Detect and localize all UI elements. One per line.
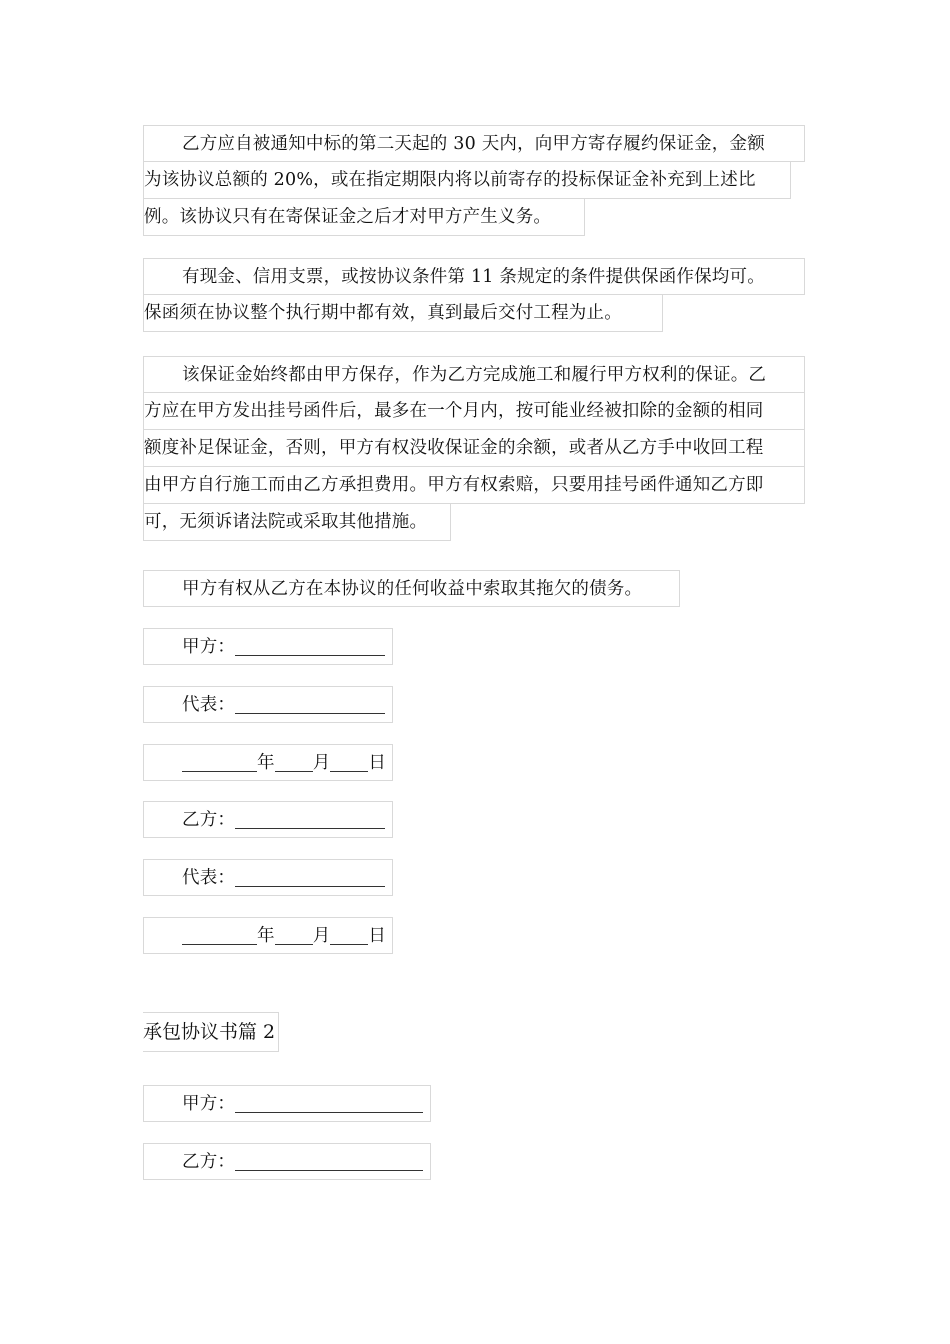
day-blank[interactable] <box>330 749 368 772</box>
para3-line4: 由甲方自行施工而由乙方承担费用。甲方有权索赔，只要用挂号函件通知乙方即 <box>143 467 805 504</box>
para4-line1: 甲方有权从乙方在本协议的任何收益中索取其拖欠的债务。 <box>143 570 680 607</box>
party-a-rep-signature: 代表： <box>143 686 393 723</box>
para3-line5: 可，无须诉诸法院或采取其他措施。 <box>143 504 451 541</box>
section2-party-a: 甲方： <box>143 1085 431 1122</box>
party-b-blank[interactable] <box>235 806 385 829</box>
party-b-rep-blank[interactable] <box>235 864 385 887</box>
section2-party-a-blank[interactable] <box>235 1090 423 1113</box>
para3-line1: 该保证金始终都由甲方保存，作为乙方完成施工和履行甲方权利的保证。乙 <box>143 356 805 393</box>
party-b-date: 年 月 日 <box>143 917 393 954</box>
para1-line1: 乙方应自被通知中标的第二天起的 30 天内，向甲方寄存履约保证金，金额 <box>143 125 805 162</box>
para2-line1: 有现金、信用支票，或按协议条件第 11 条规定的条件提供保函作保均可。 <box>143 258 805 295</box>
month-blank[interactable] <box>275 749 313 772</box>
party-b-signature: 乙方： <box>143 801 393 838</box>
section2-party-b-blank[interactable] <box>235 1148 423 1171</box>
day-blank[interactable] <box>330 922 368 945</box>
party-a-blank[interactable] <box>235 633 385 656</box>
year-blank[interactable] <box>182 749 257 772</box>
party-a-rep-blank[interactable] <box>235 691 385 714</box>
para1-line2: 为该协议总额的 20%，或在指定期限内将以前寄存的投标保证金补充到上述比 <box>143 162 791 199</box>
month-blank[interactable] <box>275 922 313 945</box>
party-a-signature: 甲方： <box>143 628 393 665</box>
para3-line2: 方应在甲方发出挂号函件后，最多在一个月内，按可能业经被扣除的金额的相同 <box>143 393 805 430</box>
para2-line2: 保函须在协议整个执行期中都有效，真到最后交付工程为止。 <box>143 295 663 332</box>
year-blank[interactable] <box>182 922 257 945</box>
section2-party-b: 乙方： <box>143 1143 431 1180</box>
para3-line3: 额度补足保证金，否则，甲方有权没收保证金的余额，或者从乙方手中收回工程 <box>143 430 805 467</box>
party-a-date: 年 月 日 <box>143 744 393 781</box>
section2-title: 承包协议书篇 2 <box>143 1012 279 1052</box>
party-b-rep-signature: 代表： <box>143 859 393 896</box>
para1-line3: 例。该协议只有在寄保证金之后才对甲方产生义务。 <box>143 199 585 236</box>
